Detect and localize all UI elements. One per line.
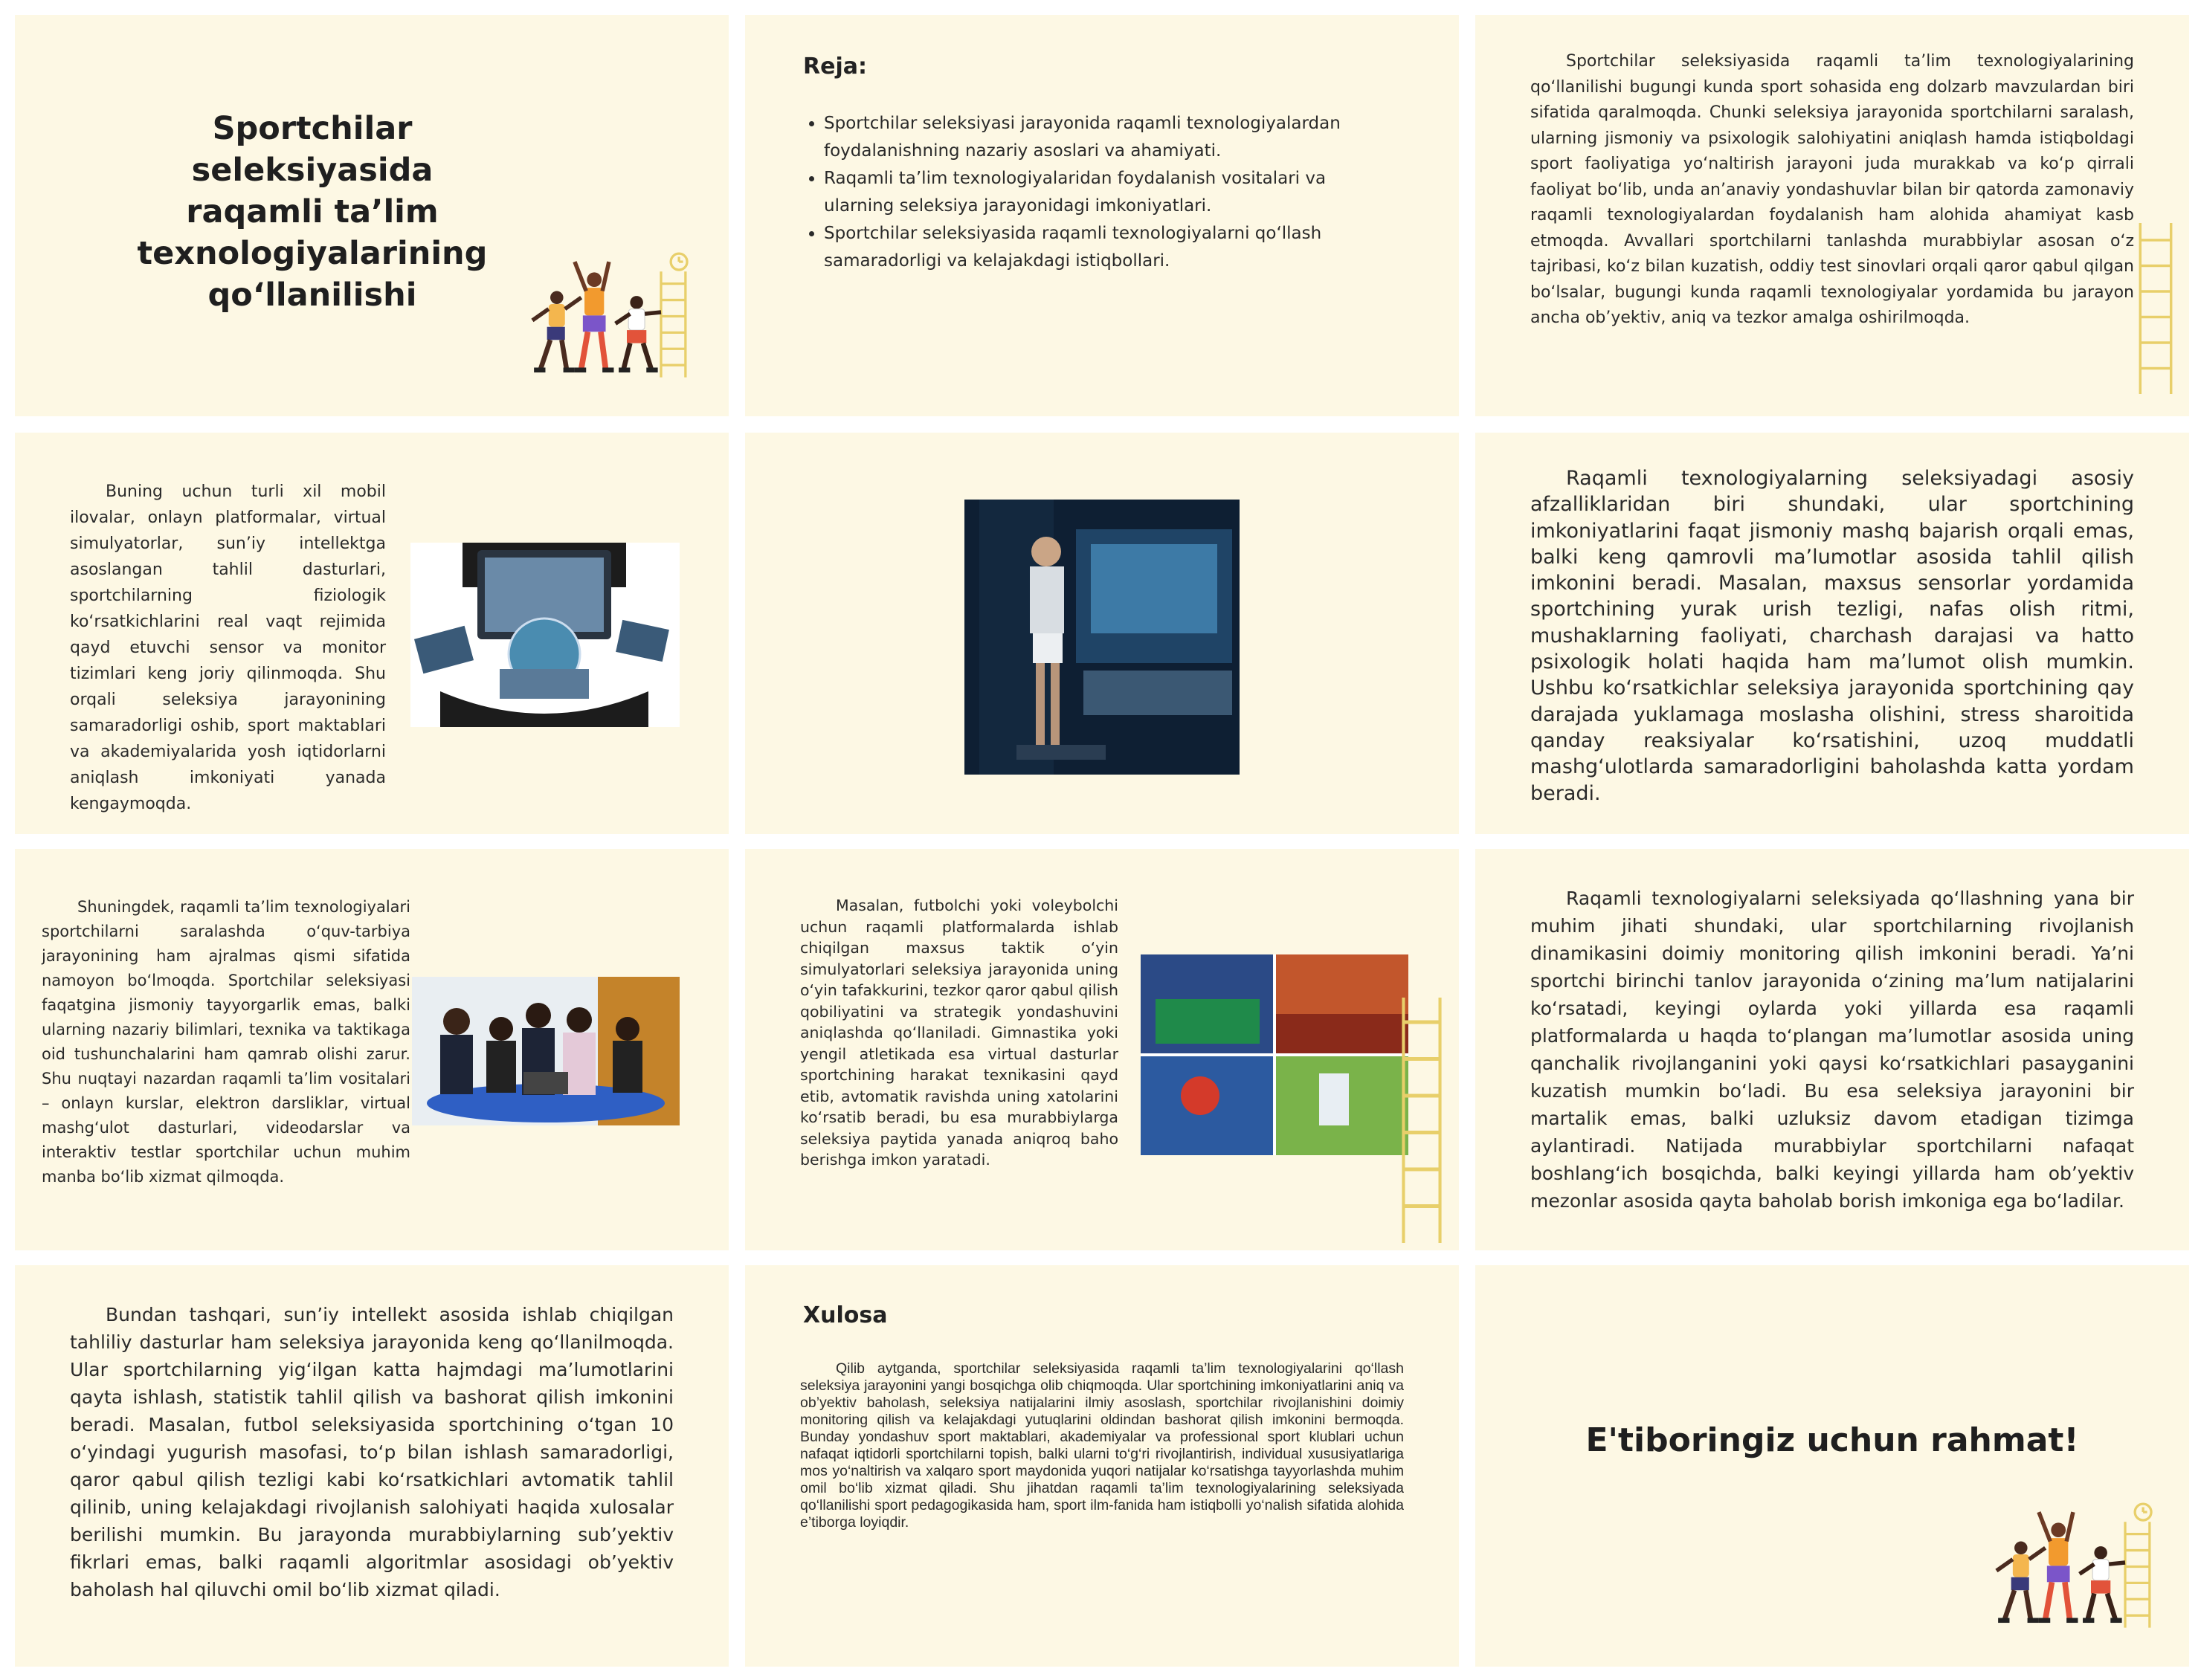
slide-advantages [1475,433,2189,834]
presentation-title: Sportchilar seleksiyasida raqamli ta’lim texnologiyalarining qo‘llanilishi [137,110,488,314]
slide-tools [15,433,729,834]
students-meeting-image [412,977,680,1125]
tools-text: Buning uchun turli xil mobil ilovalar, onlayn platformalar, virtual simulyatorlar, sun’iy intellektga asoslangan tahlil dasturlari, sportchilarning fiziologik ko‘rsatkichlarini real vaqt rejimida qayd etuvchi sensor va monitor tizimlari keng joriy qilinmoqda. Shu orqali seleksiya jarayonining samaradorligi oshib, sport maktablari va akademiyalarida yosh iqtidorlarni aniqlash imkoniyati yanada kengaymoqda. [70,482,386,813]
conclusion-text: Qilib aytganda, sportchilar seleksiyasida raqamli ta’lim texnologiyalarini qo‘llash seleksiya jarayonini yangi bosqichga olib chiqmoqda. Ular sportchining imkoniyatlarini aniq va ob’yektiv baholash, seleksiya natijalarini ilmiy asoslash, sportchilar rivojlanishini doimiy monitoring qilish va kelajakdagi yutuqlarini oldindan bashorat qilish imkonini bermoqda. Bunday yondashuv sport maktablari, akademiyalar va professional sport klublari uchun nafaqat iqtidorli sportchilarni topish, balki ularni to‘g‘ri rivojlantirish, individual xususiyatlariga mos yo‘naltirish va xalqaro sport maydonida yuqori natijalar ko‘rsatishga tayyorlashda muhim omil bo‘lib xizmat qiladi. Shu jihatdan raqamli ta’lim texnologiyalarining seleksiyada qo‘llanilishi sport pedagogikasida ham, sport ilm-fanida ham istiqbolli yo‘nalish sifatida alohida e’tiborga loyiqdir. [800,1360,1404,1531]
slide-thanks [1475,1265,2189,1667]
plan-list [803,110,1389,275]
slide-image-lab [745,433,1459,834]
athlete-lab-image [964,500,1240,775]
plan-heading: Reja: [803,54,867,80]
ladder-decoration [2133,223,2178,394]
devices-in-hands-image [410,543,680,727]
slide-ai [15,1265,729,1667]
ladder-decoration [1399,998,1444,1243]
athletes-illustration [524,238,695,387]
plan-item: • Sportchilar seleksiyasi jarayonida raqamli texnologiyalardan foydalanishning nazariy asoslari va ahamiyati. [824,110,1389,165]
monitoring-text: Raqamli texnologiyalarni seleksiyada qo‘llashning yana bir muhim jihati shundaki, ular sportchilarning rivojlanish dinamikasini doimiy monitoring qilish imkonini beradi. Ya’ni sportchi birinchi tanlov jarayonida o‘zining ma’lum natijalarini ko‘rsatadi, keyingi oylarda yoki yillarda esa raqamli platformalarda u haqda to‘plangan ma’lumotlar asosida uning qanchalik rivojlanganini yoki qaysi ko‘rsatkichlari pasayganini kuzatish mumkin bo‘ladi. Bu esa seleksiya jarayonini bir martalik emas, balki uzluksiz davom etadigan tizimga aylantiradi. Natijada murabbiylar sportchilarni nafaqat boshlang‘ich bosqichda, balki keyingi yillarda ham ob’yektiv mezonlar asosida qayta baholab borish imkoniga ega bo‘ladilar. [1530,888,2134,1212]
slide-education [15,849,729,1250]
intro-text: Sportchilar seleksiyasida raqamli ta’lim texnologiyalarining qo‘llanilishi bugungi kunda sport sohasida eng dolzarb mavzulardan biri sifatida qaralmoqda. Chunki seleksiya jarayonida sportchilarni saralash, ularning jismoniy va psixologik salohiyatini aniqlash hamda istiqboldagi sport faoliyatiga yo‘naltirish jarayoni juda murakkab va ko‘p qirrali faoliyat bo‘lib, unda an’anaviy yondashuvlar bilan bir qatorda zamonaviy raqamli texnologiyalardan foydalanish ham alohida ahamiyat kasb etmoqda. Avvallari sportchilarni tanlashda murabbiylar asosan o‘z tajribasi, ko‘z bilan kuzatish, oddiy test sinovlari orqali qaror qabul qilgan bo‘lsalar, bugungi kunda raqamli texnologiyalar yordamida bu jarayon ancha ob’yektiv, aniq va tezkor amalga oshirilmoqda. [1530,52,2134,327]
ai-text: Bundan tashqari, sun’iy intellekt asosida ishlab chiqilgan tahliliy dasturlar ham seleksiya jarayonida keng qo‘llanilmoqda. Ular sportchilarning yig‘ilgan katta hajmdagi ma’lumotlarini qayta ishlash, statistik tahlil qilish va bashorat qilish imkonini beradi. Masalan, futbol seleksiyasida sportchining o‘tgan 10 o‘yindagi yugurish masofasi, to‘p bilan ishlash samaradorligi, qaror qabul qilish tezligi kabi ko‘rsatkichlari avtomatik tahlil qilinib, uning kelajakdagi rivojlanish salohiyati haqida xulosalar berilishi mumkin. Bu jarayonda murabbiylarning sub’yektiv fikrlari emas, balki raqamli algoritmlar asosidagi ob’yektiv baholash hal qiluvchi omil bo‘lib xizmat qiladi. [70,1304,674,1600]
slide-monitoring [1475,849,2189,1250]
slide-simulators [745,849,1459,1250]
athletes-illustration [1988,1488,2159,1637]
slide-plan [745,15,1459,416]
advantages-text: Raqamli texnologiyalarning seleksiyadagi asosiy afzalliklaridan biri shundaki, ular sportchining imkoniyatlarini faqat jismoniy mashq bajarish orqali emas, balki keng qamrovli ma’lumotlar asosida tahlil qilish imkonini beradi. Masalan, maxsus sensorlar yordamida sportchining yurak urish tezligi, nafas olish ritmi, mushaklarning faoliyati, charchash darajasi va hatto psixologik holati haqida ham ma’lumot olish mumkin. Ushbu ko‘rsatkichlar seleksiya jarayonida sportchining qay darajada yuklamaga moslasha olishini, stress sharoitida qanday reaksiyalar ko‘rsatishini, uzoq muddatli mashg‘ulotlarda samaradorligini baholashda katta yordam beradi. [1530,467,2134,805]
plan-item: • Raqamli ta’lim texnologiyalaridan foydalanish vositalari va ularning seleksiya jarayonidagi imkoniyatlari. [824,165,1389,220]
simulators-text: Masalan, futbolchi yoki voleybolchi uchun raqamli platformalarda ishlab chiqilgan maxsus taktik o‘yin simulyatorlari seleksiya jarayonida uning o‘yin tafakkurini, tezkor qaror qabul qilish qobiliyatini va strategik yondashuvini aniqlashda qo‘llaniladi. Gimnastika yoki yengil atletikada esa virtual dasturlar sportchining harakat texnikasini qayd etib, avtomatik ravishda uning xatolarini ko‘rsatib beradi, bu esa murabbiylarga seleksiya paytida yanada aniqroq baho berishga imkon yaratadi. [800,896,1118,1169]
slide-title [15,15,729,416]
plan-item: • Sportchilar seleksiyasida raqamli texnologiyalarni qo‘llash samaradorligi va kelajakdagi istiqbollari. [824,220,1389,275]
slide-intro [1475,15,2189,416]
sports-collage-image [1141,954,1408,1155]
thanks-title: E'tiboringiz uchun rahmat! [1585,1421,2079,1459]
slide-conclusion [745,1265,1459,1667]
conclusion-heading: Xulosa [803,1302,888,1328]
education-text: Shuningdek, raqamli ta’lim texnologiyalari sportchilarni saralashda o‘quv-tarbiya jarayonining ham ajralmas qismi sifatida namoyon bo‘lmoqda. Sportchilar seleksiyasi faqatgina jismoniy tayyorgarlik emas, balki ularning nazariy bilimlari, texnika va taktikaga oid tushunchalarini ham qamrab olishi zarur. Shu nuqtayi nazardan raqamli ta’lim vositalari – onlayn kurslar, elektron darsliklar, virtual mashg‘ulot dasturlari, videodarslar va interaktiv testlar sportchilar uchun muhim manba bo‘lib xizmat qilmoqda. [42,898,410,1186]
